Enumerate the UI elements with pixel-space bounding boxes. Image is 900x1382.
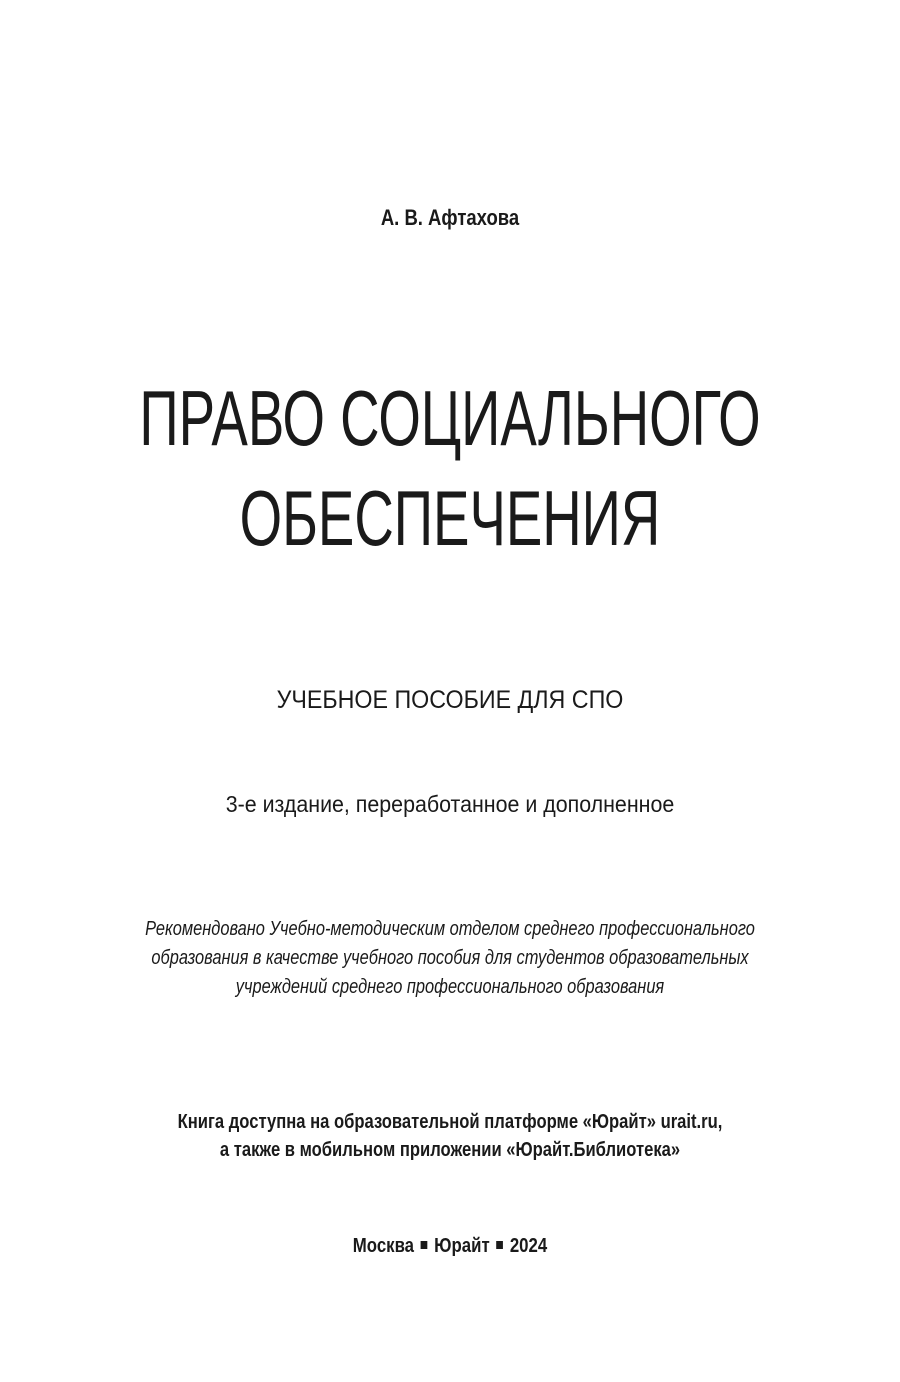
- book-subtitle: УЧЕБНОЕ ПОСОБИЕ ДЛЯ СПО: [276, 686, 624, 714]
- recommendation-line-2: образования в качестве учебного пособия для студентов образовательных: [151, 947, 749, 969]
- imprint-city: Москва: [352, 1235, 415, 1257]
- book-title-line-2: ОБЕСПЕЧЕНИЯ: [239, 474, 661, 562]
- square-separator-icon: [421, 1241, 428, 1249]
- imprint-year: 2024: [509, 1235, 548, 1257]
- recommendation-line-1: Рекомендовано Учебно-методическим отделом среднего профессионального: [145, 918, 755, 940]
- platform-note-line-2: а также в мобильном приложении «Юрайт.Библиотека»: [219, 1139, 681, 1161]
- edition-info: 3-е издание, переработанное и дополненное: [225, 791, 675, 817]
- imprint-publisher: Юрайт: [434, 1235, 490, 1257]
- book-title-line-1: ПРАВО СОЦИАЛЬНОГО: [139, 374, 761, 462]
- imprint: [72, 1235, 828, 1258]
- square-separator-icon: [496, 1241, 503, 1249]
- recommendation-line-3: учреждений среднего профессионального образования: [235, 976, 665, 998]
- platform-note-line-1: Книга доступна на образовательной платформе «Юрайт» urait.ru,: [177, 1111, 723, 1133]
- author-name: А. В. Афтахова: [380, 205, 520, 230]
